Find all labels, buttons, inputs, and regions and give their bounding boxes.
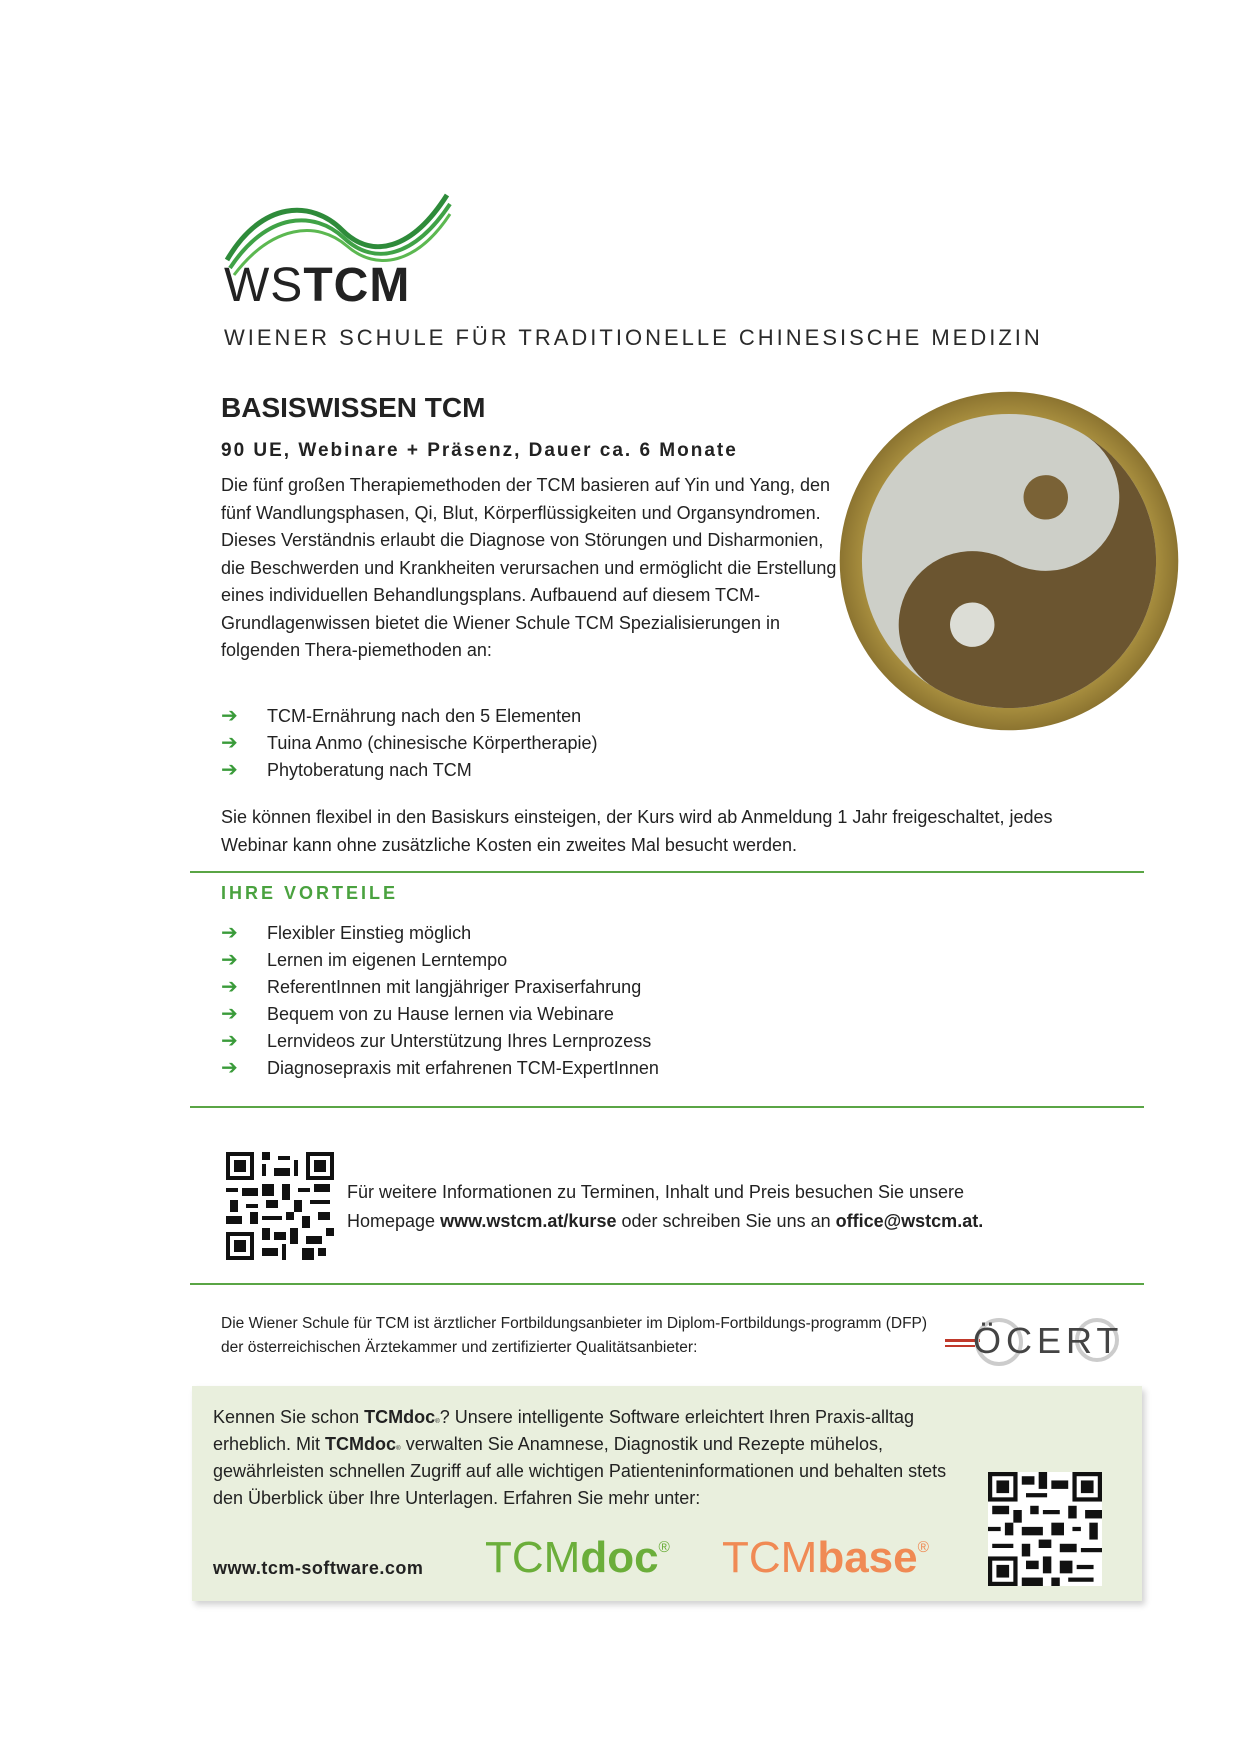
divider <box>190 1283 1144 1285</box>
logo-tcm: TCM <box>303 259 411 312</box>
oecert-logo: ÖCERT <box>945 1312 1120 1368</box>
qr-code-icon[interactable] <box>226 1152 334 1260</box>
school-name: WIENER SCHULE FÜR TRADITIONELLE CHINESISCHE MEDIZIN <box>224 325 1043 350</box>
divider <box>190 871 1144 873</box>
software-website-link[interactable]: www.tcm-software.com <box>213 1558 424 1578</box>
list-item: ➔ TCM-Ernährung nach den 5 Elementen <box>221 703 598 730</box>
wstcm-logo-text <box>224 259 411 312</box>
logo-ws: WS <box>224 259 304 312</box>
arrow-right-icon: ➔ <box>221 976 238 998</box>
email-link[interactable]: office@wstcm.at. <box>835 1211 984 1231</box>
advantages-list <box>221 920 659 1082</box>
course-title: BASISWISSEN TCM <box>221 392 486 423</box>
arrow-right-icon: ➔ <box>221 1057 238 1079</box>
arrow-right-icon: ➔ <box>221 922 238 944</box>
arrow-right-icon: ➔ <box>221 705 238 727</box>
list-item: ➔ Flexibler Einstieg möglich <box>221 920 659 947</box>
list-item: ➔ Lernen im eigenen Lerntempo <box>221 947 659 974</box>
yin-yang-image <box>838 390 1180 732</box>
tcmbase-logo: TCMbase® <box>722 1533 929 1582</box>
list-item: ➔ Tuina Anmo (chinesische Körpertherapie) <box>221 730 598 757</box>
qr-code-icon[interactable] <box>988 1472 1102 1586</box>
list-item: ➔ Lernvideos zur Unterstützung Ihres Lernprozess <box>221 1028 659 1055</box>
specialization-list <box>221 703 598 784</box>
promo-text: Kennen Sie schon TCMdoc®? Unsere intelligente Software erleichtert Ihren Praxis-alltag erheblich. Mit TCMdoc® verwalten Sie Anamnese, Diagnostik und Rezepte mühelos, gewährleisten schnellen Zugriff auf alle wichtigen Patienteninformationen und behalten stets den Überblick über Ihre Unterlagen. Erfahren Sie mehr unter: <box>213 1407 947 1508</box>
arrow-right-icon: ➔ <box>221 759 238 781</box>
tcmdoc-logo: TCMdoc® <box>485 1533 670 1582</box>
list-item: ➔ Phytoberatung nach TCM <box>221 757 598 784</box>
arrow-right-icon: ➔ <box>221 1030 238 1052</box>
course-intro: Die fünf großen Therapiemethoden der TCM basieren auf Yin und Yang, den fünf Wandlungsphasen, Qi, Blut, Körperflüssigkeiten und Organsyndromen. Dieses Verständnis erlaubt die Diagnose von Störungen und Disharmonien, die Beschwerden und Krankheiten verursachen und ermöglicht die Erstellung eines individuellen Behandlungsplans. Aufbauend auf diesem TCM-Grundlagenwissen bietet die Wiener Schule TCM Spezialisierungen in folgenden Thera-piemethoden an: <box>221 475 837 660</box>
advantages-heading: IHRE VORTEILE <box>221 883 399 903</box>
arrow-right-icon: ➔ <box>221 949 238 971</box>
website-link[interactable]: www.wstcm.at/kurse <box>440 1211 617 1231</box>
arrow-right-icon: ➔ <box>221 732 238 754</box>
certification-text: Die Wiener Schule für TCM ist ärztlicher Fortbildungsanbieter im Diplom-Fortbildungs-programm (DFP) der österreichischen Ärztekammer und zertifizierter Qualitätsanbieter: <box>221 1315 928 1356</box>
course-subtitle: 90 UE, Webinare + Präsenz, Dauer ca. 6 Monate <box>221 440 738 461</box>
arrow-right-icon: ➔ <box>221 1003 238 1025</box>
divider <box>190 1106 1144 1108</box>
list-item: ➔ Diagnosepraxis mit erfahrenen TCM-ExpertInnen <box>221 1055 659 1082</box>
list-item: ➔ Bequem von zu Hause lernen via Webinare <box>221 1001 659 1028</box>
contact-info: Für weitere Informationen zu Terminen, Inhalt und Preis besuchen Sie unsere Homepage www.wstcm.at/kurse oder schreiben Sie uns an office@wstcm.at. <box>347 1182 984 1231</box>
list-item: ➔ ReferentInnen mit langjähriger Praxiserfahrung <box>221 974 659 1001</box>
flex-enrollment-text: Sie können flexibel in den Basiskurs einsteigen, der Kurs wird ab Anmeldung 1 Jahr freigeschaltet, jedes Webinar kann ohne zusätzliche Kosten ein zweites Mal besucht werden. <box>221 807 1053 855</box>
